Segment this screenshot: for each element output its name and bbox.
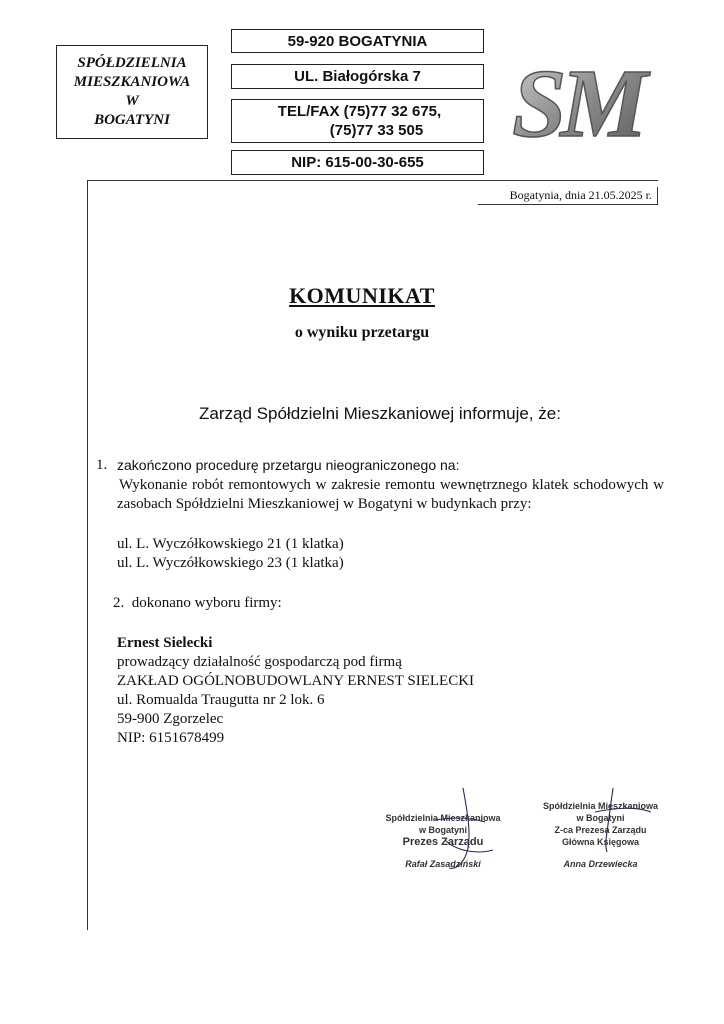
- stamp-left-line-1: Spółdzielnia Mieszkaniowa: [385, 813, 501, 823]
- stamp-right-line-4: Główna Księgowa: [561, 837, 639, 847]
- nip-box: NIP: 615-00-30-655: [231, 150, 484, 175]
- point-1-heading: zakończono procedurę przetargu nieograniczonego na:: [117, 457, 460, 473]
- document-title: KOMUNIKAT: [289, 283, 435, 308]
- firm-owner-name: Ernest Sielecki: [117, 635, 213, 651]
- frame-top-line: [87, 180, 658, 181]
- intro-text: Zarząd Spółdzielni Mieszkaniowej informuje, że:: [199, 404, 561, 423]
- point-2-text: dokonano wyboru firmy:: [131, 595, 282, 611]
- city-box: 59-920 BOGATYNIA: [231, 29, 484, 53]
- date-line: Bogatynia, dnia 21.05.2025 r.: [478, 187, 658, 205]
- stamp-left-signature-name: Rafał Zasadziński: [405, 859, 481, 869]
- point-2-number: 2.: [113, 595, 125, 611]
- point-1-number: 1.: [96, 457, 108, 473]
- selected-firm: [117, 634, 474, 748]
- point-2: [113, 594, 282, 613]
- stamp-chief-accountant: [528, 800, 673, 870]
- firm-line-3: ul. Romualda Traugutta nr 2 lok. 6: [117, 692, 325, 708]
- point-1-address-2: ul. L. Wyczółkowskiego 23 (1 klatka): [117, 555, 344, 571]
- coop-name-line-2: MIESZKANIOWA: [73, 74, 191, 90]
- stamp-left-line-3: Prezes Zarządu: [402, 836, 484, 848]
- stamp-left-line-2: w Bogatyni: [418, 825, 467, 835]
- stamp-right-line-1: Spółdzielnia Mieszkaniowa: [542, 801, 659, 811]
- firm-line-4: 59-900 Zgorzelec: [117, 711, 224, 727]
- firm-line-2: ZAKŁAD OGÓLNOBUDOWLANY ERNEST SIELECKI: [117, 673, 475, 689]
- street-box: UL. Białogórska 7: [231, 64, 484, 89]
- stamp-right-signature-name: Anna Drzewiecka: [563, 859, 638, 869]
- tel-line-2: (75)77 33 505: [329, 122, 424, 139]
- tel-fax-box: [231, 99, 484, 143]
- coop-name-line-3: W: [125, 93, 139, 109]
- document-subtitle: o wyniku przetargu: [294, 324, 430, 341]
- coop-name-line-1: SPÓŁDZIELNIA: [77, 55, 187, 71]
- tel-line-1: TEL/FAX (75)77 32 675,: [277, 103, 442, 120]
- sm-logo: [506, 50, 676, 150]
- firm-line-1: prowadzący działalność gospodarczą pod firmą: [117, 654, 402, 670]
- stamp-president: [368, 812, 518, 870]
- stamp-right-line-3: Z-ca Prezesa Zarządu: [554, 825, 647, 835]
- cooperative-name-box: [56, 45, 208, 139]
- point-1-description: Wykonanie robót remontowych w zakresie remontu wewnętrznego klatek schodowych w zasobach Spółdzielni Mieszkaniowej w Bogatyni w budynkach przy:: [117, 477, 664, 512]
- firm-line-5: NIP: 6151678499: [117, 730, 225, 746]
- point-1-address-1: ul. L. Wyczółkowskiego 21 (1 klatka): [117, 536, 344, 552]
- coop-name-line-4: BOGATYNI: [94, 112, 170, 128]
- stamp-right-line-2: w Bogatyni: [576, 813, 625, 823]
- svg-text:SM: SM: [512, 50, 642, 150]
